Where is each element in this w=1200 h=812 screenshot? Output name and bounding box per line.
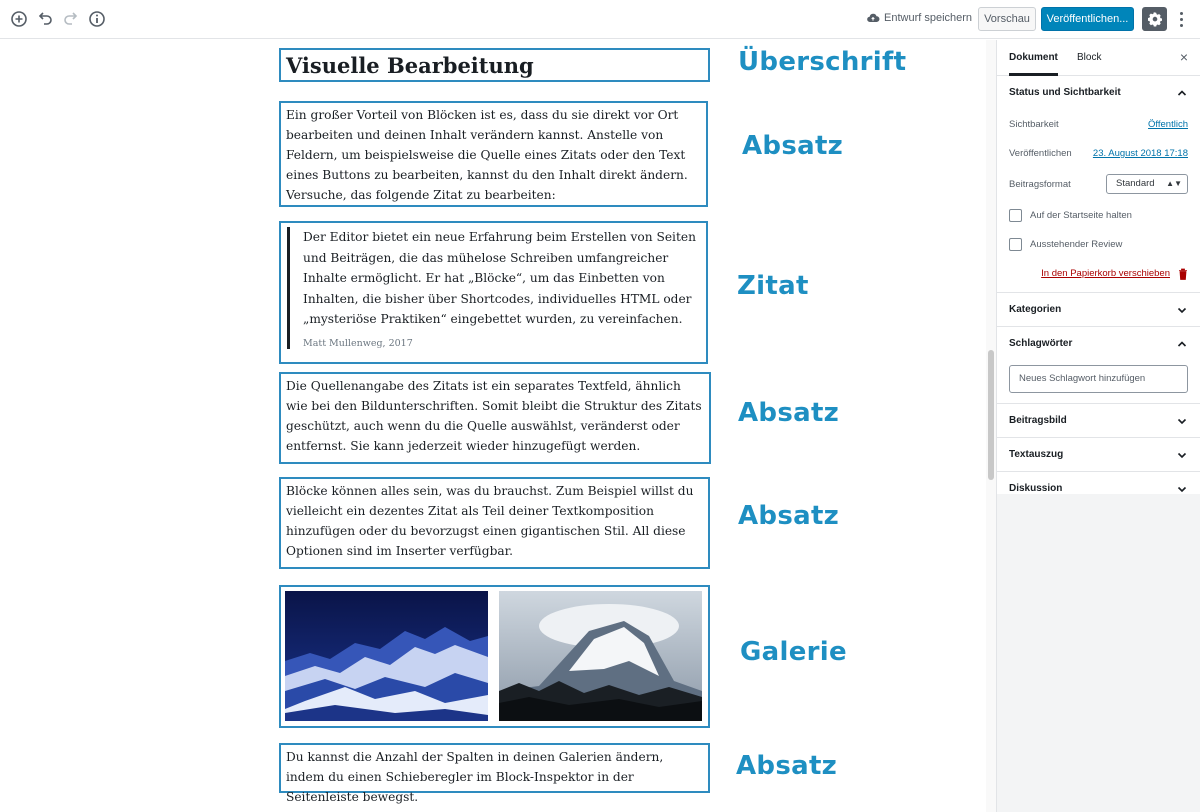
annotation-paragraph: Absatz [742, 131, 844, 161]
quote-block[interactable] [279, 221, 708, 364]
post-format-row [997, 168, 1200, 201]
panel-title: Schlagwörter [1009, 338, 1073, 349]
visibility-label: Sichtbarkeit [1009, 119, 1059, 130]
chevron-down-icon [1176, 293, 1188, 327]
annotation-paragraph: Absatz [736, 751, 838, 781]
heading-block[interactable]: Visuelle Bearbeitung [279, 48, 710, 82]
post-format-select[interactable] [1106, 174, 1188, 194]
trash-link[interactable]: In den Papierkorb verschieben [1041, 268, 1170, 279]
sidebar-empty-area [997, 494, 1200, 812]
editor-toolbar [0, 0, 1200, 39]
chevron-up-icon [1176, 76, 1188, 110]
save-draft-button[interactable] [866, 11, 972, 25]
panel-excerpt[interactable] [997, 438, 1200, 472]
panel-status-visibility[interactable] [997, 76, 1200, 110]
redo-icon[interactable] [61, 9, 81, 29]
gallery-block[interactable] [279, 585, 710, 728]
pending-review-label: Ausstehender Review [1030, 239, 1123, 250]
close-icon[interactable]: × [1179, 49, 1188, 65]
paragraph-block[interactable]: Die Quellenangabe des Zitats ist ein separates Textfeld, ähnlich wie bei den Bildunterschriften. Somit bleibt die Struktur des Zitats geschützt, auch wenn du die Quelle auswählst, veränderst oder entfernst. Sie kann jederzeit wieder hinzugefügt werden. [279, 372, 711, 464]
tab-block[interactable]: Block [1077, 52, 1102, 63]
paragraph-block[interactable]: Blöcke können alles sein, was du brauchst. Zum Beispiel willst du vielleicht ein dezentes Zitat als Teil deiner Textkomposition hinzufügen oder du bevorzugst einen gigantischen Stil. All diese Optionen sind im Inserter verfügbar. [279, 477, 710, 569]
annotation-paragraph: Absatz [738, 501, 840, 531]
visibility-toggle[interactable]: Öffentlich [1148, 119, 1188, 130]
more-options-button[interactable] [1173, 9, 1189, 29]
gear-icon [1147, 11, 1163, 27]
pending-review-row [997, 230, 1200, 259]
cloud-upload-icon [866, 11, 880, 25]
quote-text[interactable]: Der Editor bietet ein neue Erfahrung beim Erstellen von Seiten und Beiträgen, die das mühelose Schreiben umfangreicher Inhalte ermöglicht. Er hat „Blöcke“, um das Einbetten von Inhalten, die bisher über Shortcodes, individuelles HTML oder „mysteriöse Praktiken“ eingebettet wurden, zu vereinfachen. [303, 230, 696, 326]
settings-button[interactable] [1142, 7, 1167, 31]
publish-button[interactable]: Veröffentlichen... [1041, 7, 1134, 31]
panel-title: Diskussion [1009, 483, 1063, 494]
sticky-label: Auf der Startseite halten [1030, 210, 1132, 221]
preview-button[interactable]: Vorschau [978, 7, 1036, 31]
sticky-row [997, 201, 1200, 230]
annotation-quote: Zitat [737, 271, 809, 301]
annotation-gallery: Galerie [740, 637, 847, 667]
visibility-row [997, 110, 1200, 139]
chevron-down-icon [1176, 438, 1188, 472]
trash-row [997, 259, 1200, 293]
chevron-down-icon [1176, 404, 1188, 438]
save-draft-label: Entwurf speichern [884, 12, 973, 24]
annotation-paragraph: Absatz [738, 398, 840, 428]
tab-document[interactable]: Dokument [1009, 40, 1058, 76]
quote-citation[interactable]: Matt Mullenweg, 2017 [303, 337, 413, 349]
trash-icon[interactable] [1178, 268, 1188, 280]
select-arrow-icon: ▲▼ [1166, 179, 1182, 188]
panel-categories[interactable] [997, 293, 1200, 327]
publish-date-label: Veröffentlichen [1009, 148, 1072, 159]
panel-title: Textauszug [1009, 449, 1064, 460]
quote-body [287, 227, 700, 349]
settings-sidebar [996, 40, 1200, 812]
sticky-checkbox[interactable] [1009, 209, 1022, 222]
info-icon[interactable] [87, 9, 107, 29]
pending-review-checkbox[interactable] [1009, 238, 1022, 251]
post-format-label: Beitragsformat [1009, 179, 1071, 190]
post-format-value: Standard [1116, 178, 1155, 189]
annotation-heading: Überschrift [738, 47, 907, 77]
add-block-icon[interactable] [9, 9, 29, 29]
paragraph-block[interactable]: Ein großer Vorteil von Blöcken ist es, dass du sie direkt vor Ort bearbeiten und deinen Inhalt verändern kannst. Anstelle von Feldern, um beispielsweise die Quelle eines Zitats oder den Text eines Buttons zu bearbeiten, kannst du den Inhalt direkt ändern. Versuche, das folgende Zitat zu bearbeiten: [279, 101, 708, 207]
panel-tags[interactable] [997, 327, 1200, 361]
gallery-image-snowy-peak[interactable] [499, 591, 702, 721]
scrollbar-thumb[interactable] [988, 350, 994, 480]
undo-icon[interactable] [35, 9, 55, 29]
sidebar-tabs [997, 40, 1200, 76]
chevron-up-icon [1176, 327, 1188, 361]
panel-title: Beitragsbild [1009, 415, 1067, 426]
paragraph-block[interactable]: Du kannst die Anzahl der Spalten in deinen Galerien ändern, indem du einen Schieberegler im Block-Inspektor in der Seitenleiste bewegst. [279, 743, 710, 793]
tags-panel-body [997, 365, 1200, 404]
publish-date-toggle[interactable]: 23. August 2018 17:18 [1092, 148, 1188, 159]
editor-scrollbar[interactable] [986, 40, 996, 812]
panel-title: Status und Sichtbarkeit [1009, 87, 1121, 98]
panel-title: Kategorien [1009, 304, 1062, 315]
panel-featured-image[interactable] [997, 404, 1200, 438]
tag-input[interactable]: Neues Schlagwort hinzufügen [1009, 365, 1188, 393]
gallery-image-mountains-night[interactable] [285, 591, 488, 721]
publish-date-row [997, 139, 1200, 168]
